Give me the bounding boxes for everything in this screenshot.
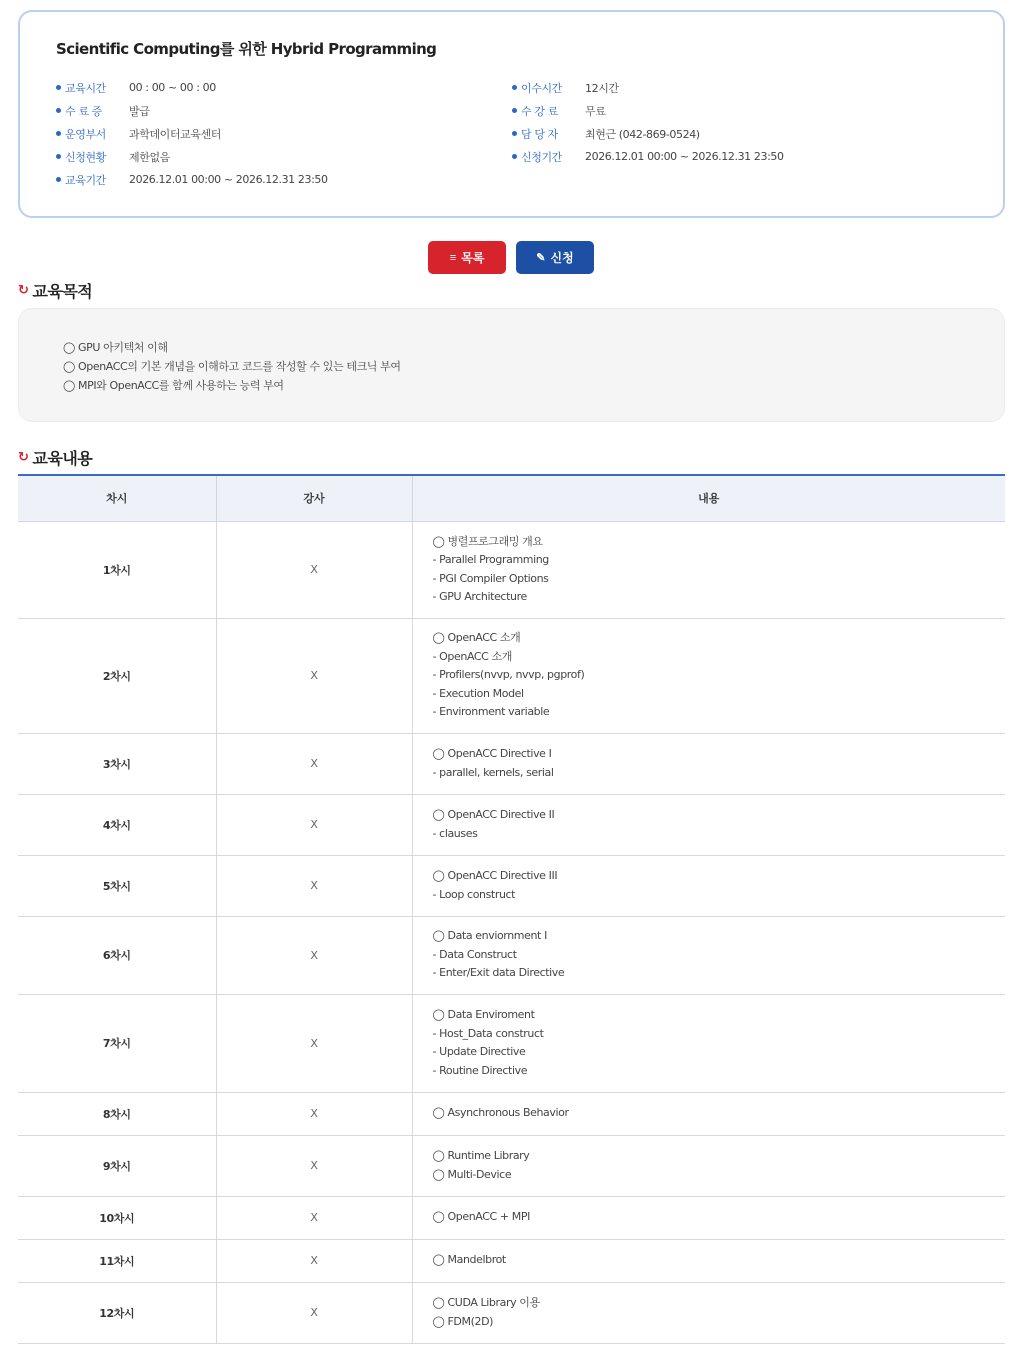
info-row — [56, 99, 328, 122]
course-info-right — [512, 76, 784, 168]
info-value: 2026.12.01 00:00 ~ 2026.12.31 23:50 — [129, 173, 328, 186]
instructor-cell: X — [216, 916, 412, 994]
info-label: 운영부서 — [65, 127, 106, 141]
course-info-left — [56, 76, 328, 191]
instructor-cell: X — [216, 794, 412, 855]
content-line: - Execution Model — [432, 686, 524, 700]
session-cell: 4차시 — [18, 794, 216, 855]
table-row — [18, 618, 1005, 733]
content-cell — [412, 855, 1005, 916]
header-session: 차시 — [18, 475, 216, 521]
goal-section-title — [18, 279, 92, 302]
content-line: ◯ CUDA Library 이용 — [432, 1296, 540, 1309]
session-cell: 10차시 — [18, 1196, 216, 1239]
content-line: ◯ OpenACC Directive II — [432, 808, 555, 821]
content-cell — [412, 1196, 1005, 1239]
table-row — [18, 916, 1005, 994]
table-row — [18, 1092, 1005, 1135]
info-value: 무료 — [585, 104, 606, 118]
info-row — [512, 99, 784, 122]
content-cell — [412, 521, 1005, 618]
info-label: 담 당 자 — [521, 127, 558, 141]
session-cell: 6차시 — [18, 916, 216, 994]
content-line: - PGI Compiler Options — [432, 571, 549, 585]
table-row — [18, 733, 1005, 794]
info-label: 수 강 료 — [521, 104, 558, 118]
goal-box — [18, 308, 1005, 422]
list-button-label: 목록 — [461, 251, 485, 265]
content-line: ◯ Asynchronous Behavior — [432, 1106, 569, 1120]
instructor-cell: X — [216, 618, 412, 733]
info-label: 신청현황 — [65, 150, 106, 164]
content-line: - Environment variable — [432, 705, 550, 719]
session-cell: 5차시 — [18, 855, 216, 916]
instructor-cell: X — [216, 521, 412, 618]
content-line: - Profilers(nvvp, nvvp, pgprof) — [432, 668, 585, 682]
content-line: ◯ Data enviornment I — [432, 929, 547, 943]
table-row — [18, 521, 1005, 618]
content-cell — [412, 1135, 1005, 1196]
instructor-cell: X — [216, 733, 412, 794]
section-refresh-icon: ↻ — [18, 283, 29, 298]
content-line: - Loop construct — [432, 887, 516, 901]
table-row — [18, 794, 1005, 855]
content-line: ◯ Mandelbrot — [432, 1253, 506, 1267]
table-row — [18, 994, 1005, 1092]
table-header-row — [18, 475, 1005, 521]
info-label: 교육기간 — [65, 173, 106, 187]
content-line: ◯ OpenACC Directive III — [432, 869, 558, 882]
content-cell — [412, 1239, 1005, 1282]
session-cell: 1차시 — [18, 521, 216, 618]
course-info-panel — [18, 10, 1005, 218]
bullet-icon — [56, 108, 61, 113]
info-row — [512, 145, 784, 168]
content-line: - Routine Directive — [432, 1063, 528, 1077]
info-value: 12시간 — [585, 81, 619, 95]
instructor-cell: X — [216, 1092, 412, 1135]
content-cell — [412, 618, 1005, 733]
content-line: - OpenACC 소개 — [432, 649, 512, 663]
goal-section-label: 교육목적 — [32, 282, 93, 301]
info-value: 2026.12.01 00:00 ~ 2026.12.31 23:50 — [585, 150, 784, 163]
bullet-icon — [56, 85, 61, 90]
content-cell — [412, 1092, 1005, 1135]
goal-list — [63, 339, 401, 396]
bullet-icon — [512, 131, 517, 136]
instructor-cell: X — [216, 1135, 412, 1196]
content-cell — [412, 794, 1005, 855]
info-label: 신청기간 — [521, 150, 562, 164]
bullet-icon — [512, 108, 517, 113]
content-line: ◯ OpenACC Directive I — [432, 747, 552, 760]
instructor-cell: X — [216, 1282, 412, 1343]
bullet-icon — [512, 85, 517, 90]
content-line: ◯ Multi-Device — [432, 1167, 512, 1181]
content-line: ◯ FDM(2D) — [432, 1314, 494, 1328]
edit-icon: ✎ — [536, 252, 546, 264]
info-value: 발급 — [129, 104, 150, 118]
session-cell: 3차시 — [18, 733, 216, 794]
table-row — [18, 1282, 1005, 1343]
session-cell: 2차시 — [18, 618, 216, 733]
info-row — [56, 122, 328, 145]
info-value: 최현근 (042-869-0524) — [585, 127, 700, 141]
goal-item: ◯ OpenACC의 기본 개념을 이해하고 코드를 작성할 수 있는 테크닉 부여 — [63, 360, 401, 373]
content-line: - Enter/Exit data Directive — [432, 966, 565, 980]
info-row — [512, 122, 784, 145]
bullet-icon — [56, 177, 61, 182]
content-line: - Host_Data construct — [432, 1026, 544, 1040]
content-section-title — [18, 446, 92, 469]
goal-item: ◯ MPI와 OpenACC를 함께 사용하는 능력 부여 — [63, 379, 284, 392]
content-line: - Parallel Programming — [432, 553, 549, 566]
session-cell: 8차시 — [18, 1092, 216, 1135]
curriculum-table — [18, 474, 1005, 1344]
info-row — [512, 76, 784, 99]
bullet-icon — [512, 154, 517, 159]
session-cell: 11차시 — [18, 1239, 216, 1282]
apply-button[interactable] — [516, 241, 594, 274]
content-cell — [412, 1282, 1005, 1343]
course-title: Scientific Computing를 위한 Hybrid Programming — [56, 40, 437, 58]
content-section-label: 교육내용 — [32, 449, 93, 468]
session-cell: 9차시 — [18, 1135, 216, 1196]
session-cell: 7차시 — [18, 994, 216, 1092]
content-line: - GPU Architecture — [432, 590, 527, 603]
goal-item: ◯ GPU 아키텍처 이해 — [63, 341, 168, 354]
bullet-icon — [56, 131, 61, 136]
table-row — [18, 1196, 1005, 1239]
table-row — [18, 1239, 1005, 1282]
info-row — [56, 168, 328, 191]
section-refresh-icon: ↻ — [18, 450, 29, 465]
content-line: ◯ Runtime Library — [432, 1149, 530, 1162]
content-line: ◯ OpenACC + MPI — [432, 1210, 530, 1224]
content-line: ◯ OpenACC 소개 — [432, 631, 521, 645]
content-line: - parallel, kernels, serial — [432, 765, 554, 779]
content-line: ◯ Data Enviroment — [432, 1008, 535, 1021]
info-label: 수 료 증 — [65, 104, 102, 118]
list-button[interactable] — [428, 241, 506, 274]
table-row — [18, 1135, 1005, 1196]
bullet-icon — [56, 154, 61, 159]
content-line: - clauses — [432, 826, 478, 840]
info-row — [56, 76, 328, 99]
info-label: 이수시간 — [521, 81, 562, 95]
info-label: 교육시간 — [65, 81, 106, 95]
instructor-cell: X — [216, 994, 412, 1092]
content-line: ◯ 병렬프로그래밍 개요 — [432, 534, 543, 548]
instructor-cell: X — [216, 1196, 412, 1239]
content-cell — [412, 916, 1005, 994]
instructor-cell: X — [216, 1239, 412, 1282]
info-value: 과학데이터교육센터 — [129, 127, 222, 141]
info-value: 00 : 00 ~ 00 : 00 — [129, 81, 216, 94]
apply-button-label: 신청 — [550, 251, 574, 265]
content-line: - Data Construct — [432, 947, 517, 961]
header-content: 내용 — [412, 475, 1005, 521]
info-value: 제한없음 — [129, 150, 170, 164]
content-cell — [412, 733, 1005, 794]
session-cell: 12차시 — [18, 1282, 216, 1343]
list-icon: ≡ — [449, 251, 457, 264]
header-instructor: 강사 — [216, 475, 412, 521]
content-cell — [412, 994, 1005, 1092]
table-row — [18, 855, 1005, 916]
content-line: - Update Directive — [432, 1045, 526, 1058]
instructor-cell: X — [216, 855, 412, 916]
info-row — [56, 145, 328, 168]
